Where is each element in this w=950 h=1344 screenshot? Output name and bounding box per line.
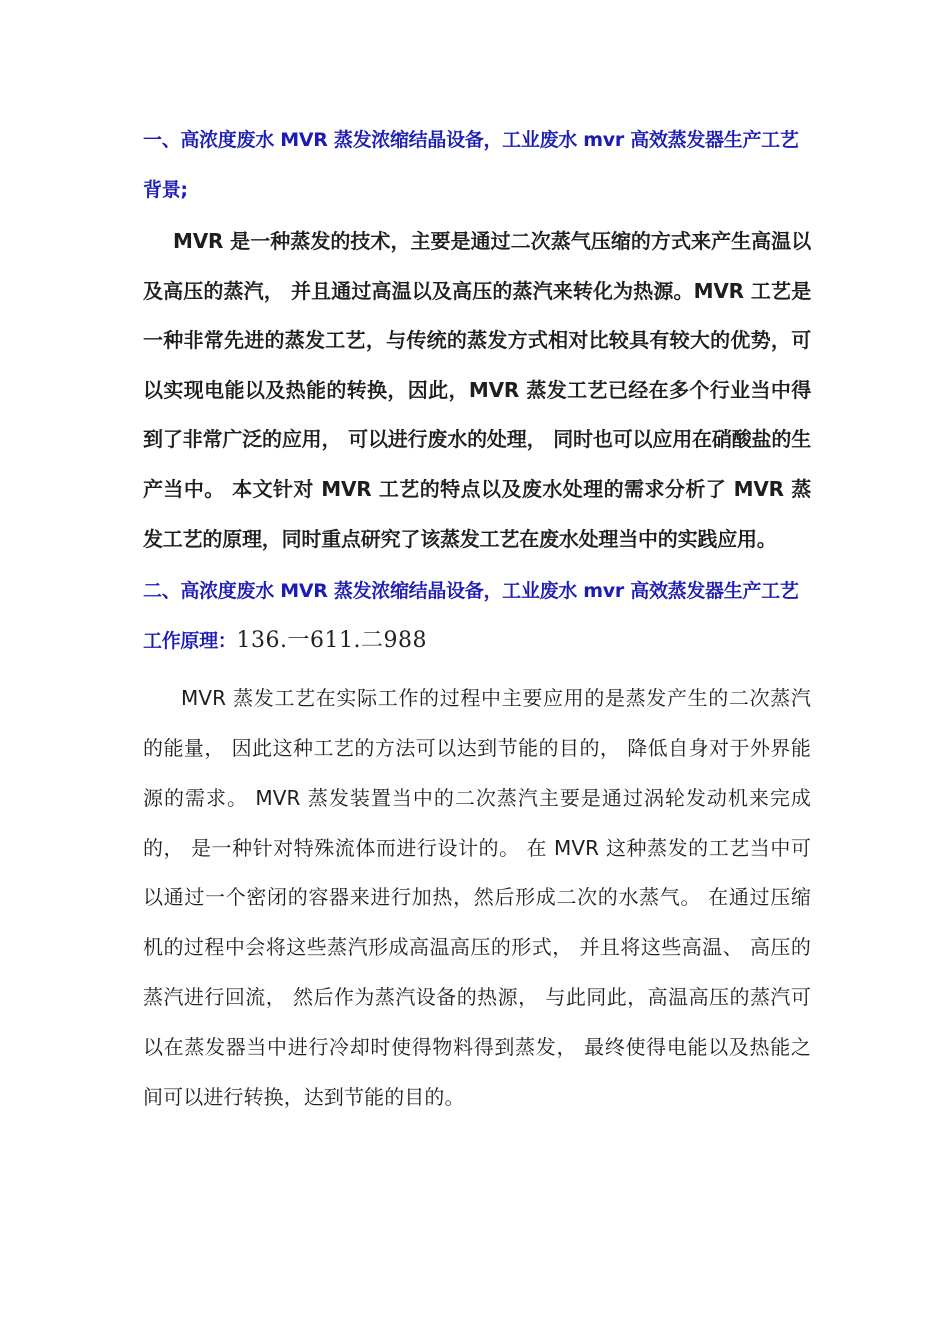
section-body-principle: MVR 蒸发工艺在实际工作的过程中主要应用的是蒸发产生的二次蒸汽的能量， 因此这种工艺的方法可以达到节能的目的， 降低自身对于外界能源的需求。 MVR 蒸发装置当中的二次蒸汽主要是通过涡轮发动机来完成的， 是一种针对特殊流体而进行设计的。 在 MVR 这种蒸发的工艺当中可以通过一个密闭的容器来进行加热，然后形成二次的水蒸气。 在通过压缩机的过程中会将这些蒸汽形成高温高压的形式， 并且将这些高温、 高压的蒸汽进行回流， 然后作为蒸汽设备的热源， 与此同此，高温高压的蒸汽可以在蒸发器当中进行冷却时使得物料得到蒸发， 最终使得电能以及热能之间可以进行转换，达到节能的目的。 [143,686,811,1109]
section-heading-principle-text: 二、高浓度废水 MVR 蒸发浓缩结晶设备，工业废水 mvr 高效蒸发器生产工艺工作原理： [143,580,799,653]
phone-number: 136.一611.二988 [236,628,427,654]
section-heading-principle [143,566,811,666]
section-heading-background: 一、高浓度废水 MVR 蒸发浓缩结晶设备，工业废水 mvr 高效蒸发器生产工艺背景; [143,129,799,201]
section-body-background: MVR 是一种蒸发的技术，主要是通过二次蒸气压缩的方式来产生高温以及高压的蒸汽， 并且通过高温以及高压的蒸汽来转化为热源。MVR 工艺是一种非常先进的蒸发工艺，与传统的蒸发方式相对比较具有较大的优势，可以实现电能以及热能的转换，因此，MVR 蒸发工艺已经在多个行业当中得到了非常广泛的应用， 可以进行废水的处理， 同时也可以应用在硝酸盐的生产当中。 本文针对 MVR 工艺的特点以及废水处理的需求分析了 MVR 蒸发工艺的原理，同时重点研究了该蒸发工艺在废水处理当中的实践应用。 [143,229,811,551]
document-page [143,115,811,1122]
